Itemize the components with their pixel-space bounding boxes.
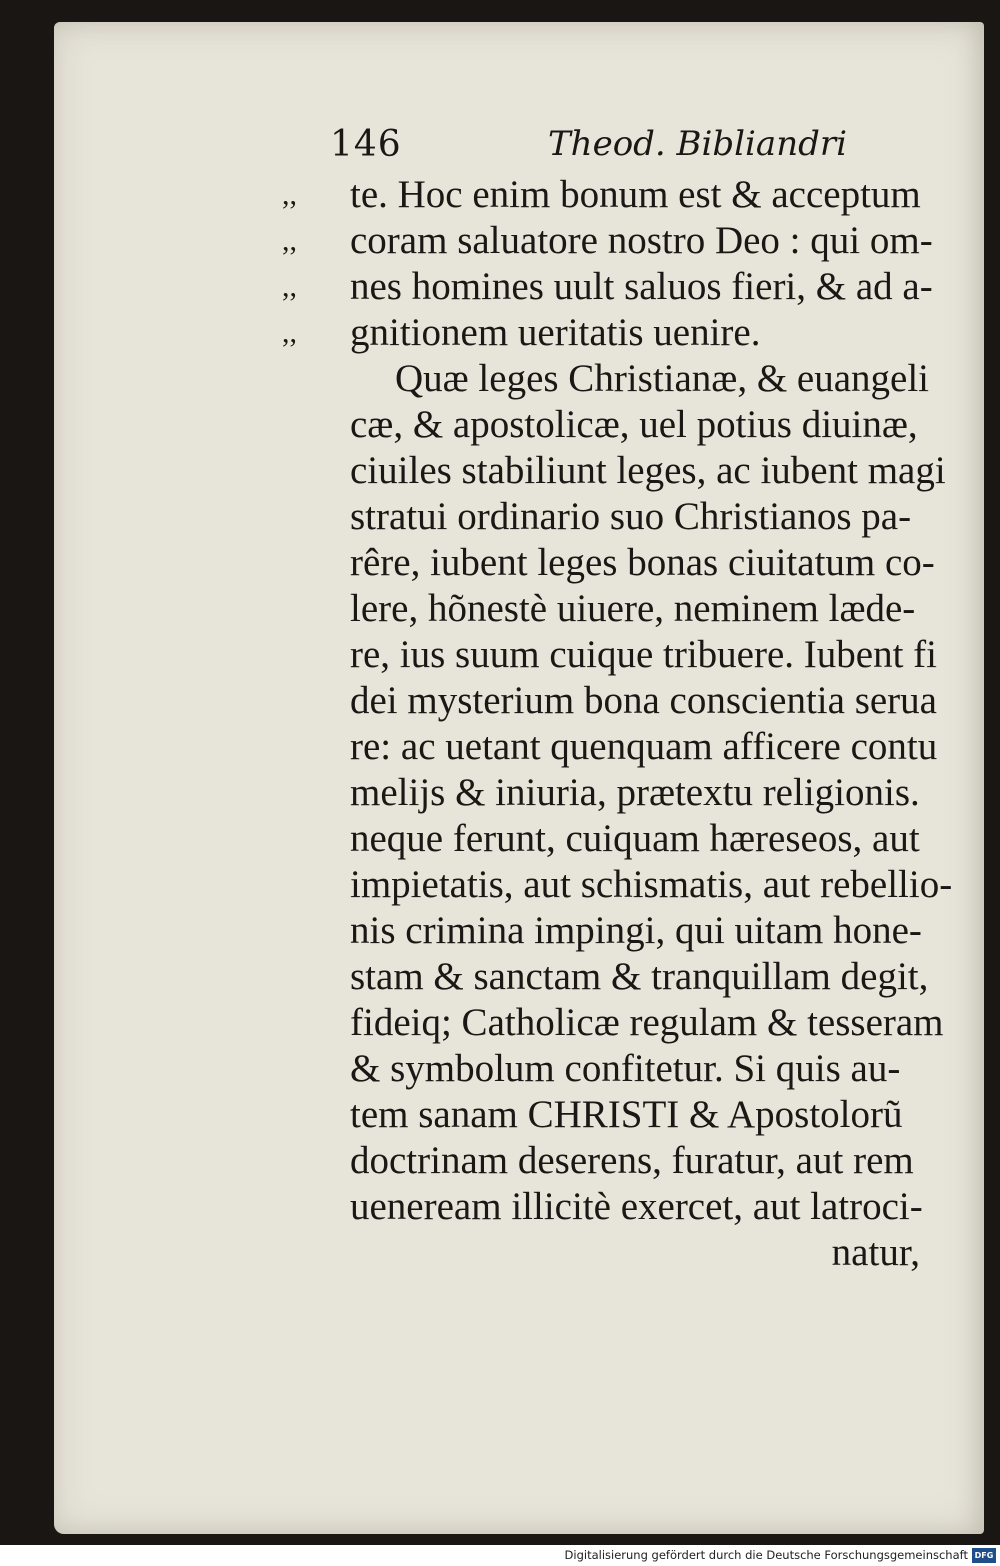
line-text: doctrinam deserens, furatur, aut rem xyxy=(350,1139,914,1182)
text-line xyxy=(280,1138,980,1184)
text-line xyxy=(280,218,980,264)
text-line xyxy=(280,264,980,310)
line-text: ciuiles stabiliunt leges, ac iubent magi xyxy=(350,449,946,492)
line-text: nes homines uult saluos fieri, & ad a- xyxy=(350,265,933,308)
line-text: te. Hoc enim bonum est & acceptum xyxy=(350,173,921,216)
line-text: cæ, & apostolicæ, uel potius diuinæ, xyxy=(350,403,918,446)
text-line xyxy=(280,310,980,356)
line-text: coram saluatore nostro Deo : qui om- xyxy=(350,219,933,262)
text-line xyxy=(280,908,980,954)
line-text: gnitionem ueritatis uenire. xyxy=(350,311,761,354)
line-text: & symbolum confitetur. Si quis au- xyxy=(350,1047,901,1090)
text-line xyxy=(280,540,980,586)
text-line xyxy=(280,862,980,908)
catchword xyxy=(280,1230,980,1276)
footer-bar xyxy=(0,1545,1000,1566)
funding-credit: Digitalisierung gefördert durch die Deutsche Forschungsgemeinschaft xyxy=(564,1548,968,1562)
line-text: re, ius suum cuique tribuere. Iubent fi xyxy=(350,633,937,676)
text-line xyxy=(280,402,980,448)
quotation-marker: ,, xyxy=(282,224,297,257)
line-text: tem sanam CHRISTI & Apostolorũ xyxy=(350,1093,903,1136)
line-text: stam & sanctam & tranquillam degit, xyxy=(350,955,929,998)
line-text: neque ferunt, cuiquam hæreseos, aut xyxy=(350,817,920,860)
text-line xyxy=(280,678,980,724)
line-text: lere, hõnestè uiuere, neminem læde- xyxy=(350,587,916,630)
text-line xyxy=(280,1184,980,1230)
text-line xyxy=(280,172,980,218)
running-head xyxy=(280,124,980,172)
running-title: Theod. Bibliandri xyxy=(548,124,847,164)
text-line xyxy=(280,1000,980,1046)
line-text: melijs & iniuria, prætextu religionis. xyxy=(350,771,920,814)
text-line-paragraph-start xyxy=(280,356,980,402)
line-text: nis crimina impingi, qui uitam hone- xyxy=(350,909,922,952)
line-text: stratui ordinario suo Christianos pa- xyxy=(350,495,912,538)
text-block xyxy=(280,124,980,1276)
text-line xyxy=(280,586,980,632)
text-line xyxy=(280,816,980,862)
catchword-text: natur, xyxy=(831,1231,920,1274)
text-line xyxy=(280,632,980,678)
line-text: ueneream illicitè exercet, aut latroci- xyxy=(350,1185,923,1228)
text-line xyxy=(280,724,980,770)
quotation-marker: ,, xyxy=(282,316,297,349)
text-line xyxy=(280,1092,980,1138)
quotation-marker: ,, xyxy=(282,178,297,211)
text-line xyxy=(280,494,980,540)
page-number: 146 xyxy=(330,124,402,165)
text-line xyxy=(280,448,980,494)
line-text: dei mysterium bona conscientia serua xyxy=(350,679,937,722)
text-line xyxy=(280,954,980,1000)
line-text: re: ac uetant quenquam afficere contu xyxy=(350,725,938,768)
book-page xyxy=(54,22,984,1534)
line-text: impietatis, aut schismatis, aut rebellio- xyxy=(350,863,953,906)
line-text: rêre, iubent leges bonas ciuitatum co- xyxy=(350,541,935,584)
text-line xyxy=(280,770,980,816)
text-line xyxy=(280,1046,980,1092)
line-text: Quæ leges Christianæ, & euangeli xyxy=(395,357,930,400)
line-text: fideiq; Catholicæ regulam & tesseram xyxy=(350,1001,944,1044)
quotation-marker: ,, xyxy=(282,270,297,303)
dfg-logo: DFG xyxy=(972,1548,996,1563)
